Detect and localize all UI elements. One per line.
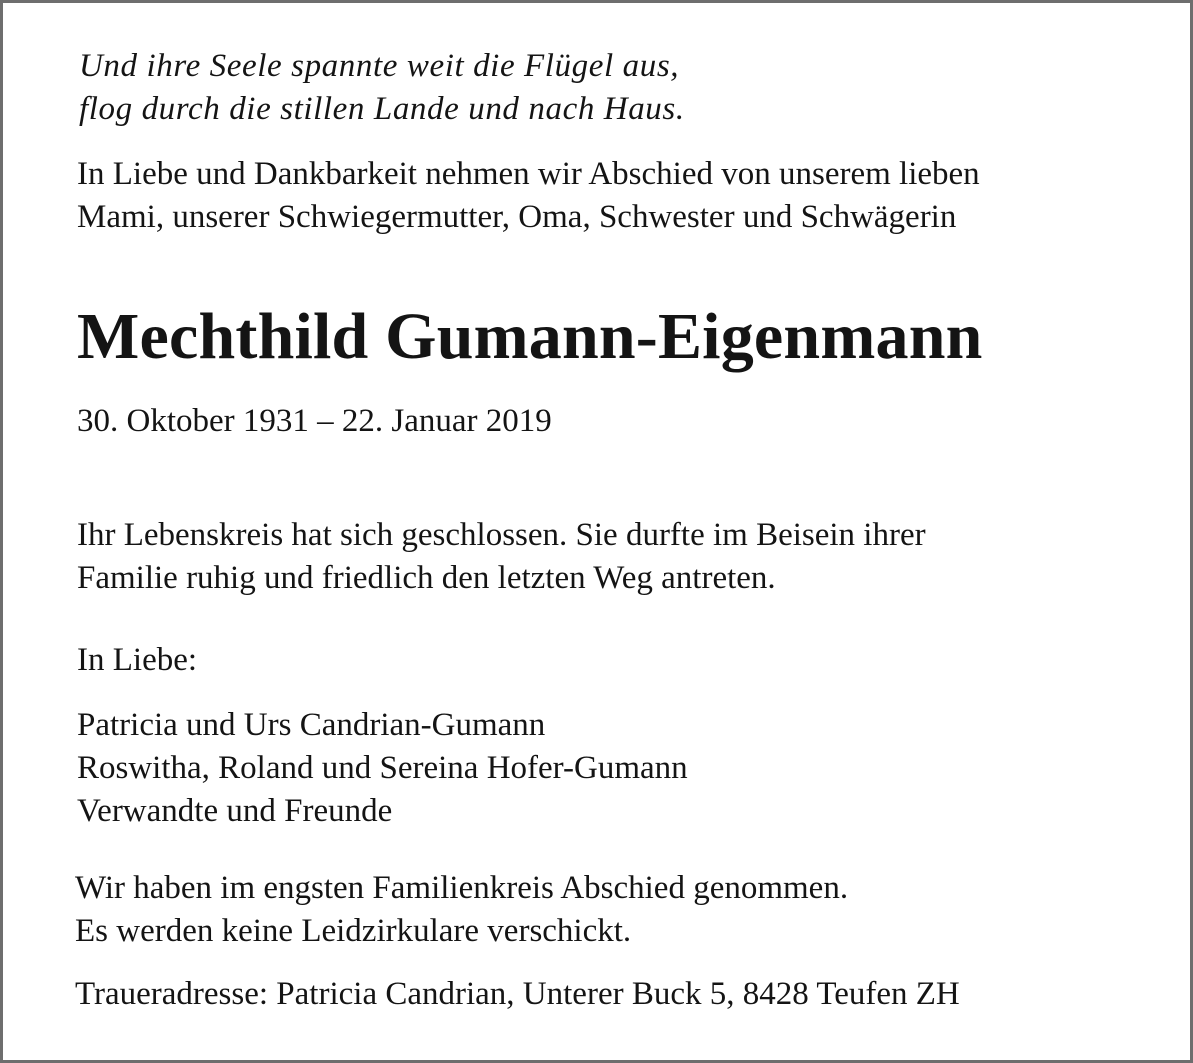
mourners-heading: In Liebe:: [77, 642, 198, 678]
intro-line-2: Mami, unserer Schwiegermutter, Oma, Schwester und Schwägerin: [77, 199, 957, 235]
mourner-name: Verwandte und Freunde: [77, 793, 393, 829]
life-dates: 30. Oktober 1931 – 22. Januar 2019: [77, 403, 552, 439]
verse: [79, 45, 685, 131]
deceased-name: Mechthild Gumann-Eigenmann: [77, 300, 983, 373]
notice-line-2: Es werden keine Leidzirkulare verschickt.: [75, 913, 632, 949]
verse-line-1: Und ihre Seele spannte weit die Flügel aus,: [79, 48, 680, 84]
verse-line-2: flog durch die stillen Lande und nach Haus.: [79, 91, 685, 127]
message-line-1: Ihr Lebenskreis hat sich geschlossen. Sie durfte im Beisein ihrer: [77, 517, 926, 553]
mourner-name: Roswitha, Roland und Sereina Hofer-Gumann: [77, 750, 688, 786]
notice-text: [75, 867, 848, 953]
mourners-list: [77, 704, 688, 833]
notice-line-1: Wir haben im engsten Familienkreis Abschied genommen.: [75, 870, 849, 906]
message-line-2: Familie ruhig und friedlich den letzten Weg antreten.: [77, 560, 776, 596]
intro-text: [77, 153, 980, 239]
intro-line-1: In Liebe und Dankbarkeit nehmen wir Abschied von unserem lieben: [77, 156, 980, 192]
message-text: [77, 514, 926, 600]
mourner-name: Patricia und Urs Candrian-Gumann: [77, 707, 546, 743]
funeral-address: Traueradresse: Patricia Candrian, Unterer Buck 5, 8428 Teufen ZH: [75, 976, 960, 1012]
